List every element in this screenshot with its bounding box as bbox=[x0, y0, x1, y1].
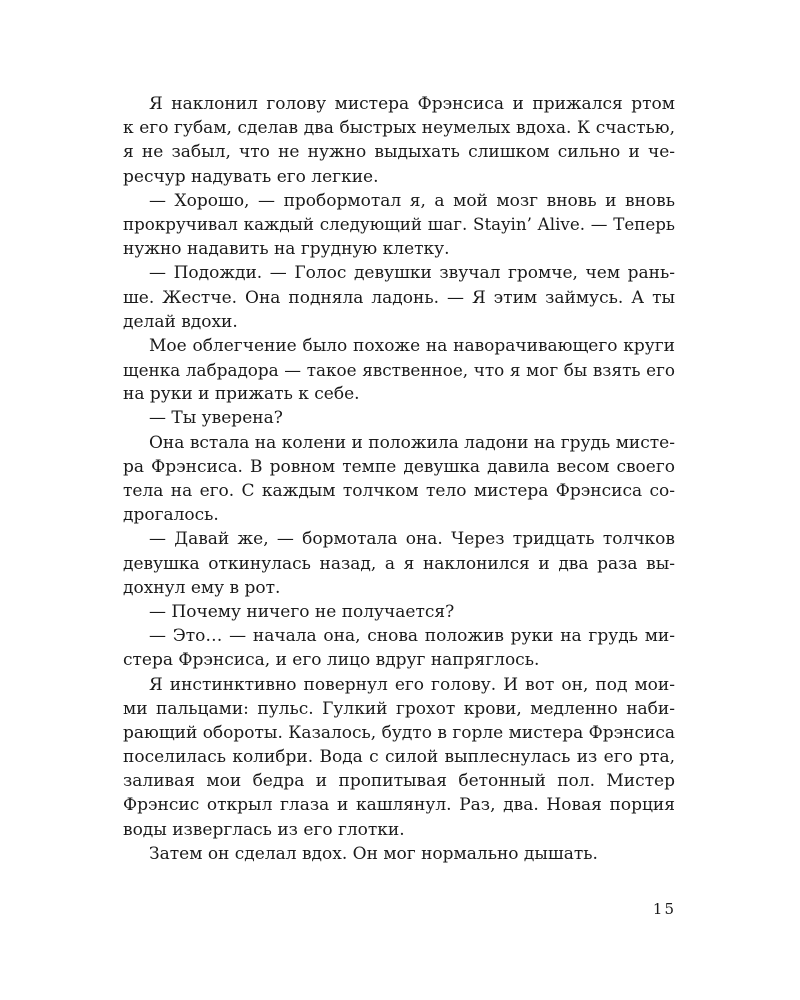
page-number: 15 bbox=[652, 900, 676, 918]
text-line: — Почему ничего не получается? bbox=[149, 601, 455, 622]
text-line: на руки и прижать к себе. bbox=[123, 384, 360, 405]
text-line: заливая мои бедра и пропитывая бетонный пол. Мистер bbox=[123, 771, 675, 792]
text-line: делай вдохи. bbox=[123, 311, 238, 332]
text-line: стера Фрэнсиса, и его лицо вдруг напряглось. bbox=[123, 650, 540, 671]
text-line: ра Фрэнсиса. В ровном темпе девушка давила весом своего bbox=[123, 456, 675, 477]
text-line: — Это… — начала она, снова положив руки на грудь ми- bbox=[149, 626, 675, 647]
text-line: Она встала на колени и положила ладони на грудь мисте- bbox=[149, 432, 675, 453]
text-line: — Ты уверена? bbox=[149, 408, 283, 429]
text-line: ресчур надувать его легкие. bbox=[123, 166, 379, 187]
text-line: к его губам, сделав два быстрых неумелых вдоха. К счастью, bbox=[123, 118, 675, 139]
text-line: дохнул ему в рот. bbox=[123, 577, 281, 598]
text-line: Мое облегчение было похоже на наворачивающего круги bbox=[149, 335, 675, 356]
body-text bbox=[123, 92, 675, 866]
text-line: нужно надавить на грудную клетку. bbox=[123, 239, 450, 260]
text-line: ше. Жестче. Она подняла ладонь. — Я этим займусь. А ты bbox=[123, 287, 675, 308]
text-line: Фрэнсис открыл глаза и кашлянул. Раз, два. Новая порция bbox=[123, 795, 675, 816]
text-line: дрогалось. bbox=[123, 505, 219, 526]
text-line: я не забыл, что не нужно выдыхать слишком сильно и че- bbox=[123, 142, 675, 163]
text-line: рающий обороты. Казалось, будто в горле мистера Фрэнсиса bbox=[123, 722, 675, 743]
text-line: поселилась колибри. Вода с силой выплеснулась из его рта, bbox=[123, 747, 675, 768]
text-line: — Хорошо, — пробормотал я, а мой мозг вновь и вновь bbox=[149, 190, 675, 211]
text-line: Затем он сделал вдох. Он мог нормально дышать. bbox=[149, 843, 598, 864]
text-line: воды изверглась из его глотки. bbox=[123, 819, 405, 840]
text-line: тела на его. С каждым толчком тело мистера Фрэнсиса со- bbox=[123, 481, 675, 501]
text-line: Я наклонил голову мистера Фрэнсиса и прижался ртом bbox=[149, 94, 675, 114]
text-line: — Давай же, — бормотала она. Через тридцать толчков bbox=[149, 529, 675, 550]
text-line: ми пальцами: пульс. Гулкий грохот крови, медленно наби- bbox=[123, 698, 675, 719]
text-line: — Подожди. — Голос девушки звучал громче, чем рань- bbox=[149, 263, 675, 284]
text-line: девушка откинулась назад, а я наклонился и два раза вы- bbox=[123, 553, 675, 574]
text-line: Я инстинктивно повернул его голову. И вот он, под мои- bbox=[149, 674, 675, 695]
text-line: прокручивал каждый следующий шаг. Stayin’ Alive. — Теперь bbox=[123, 214, 675, 234]
text-line: щенка лабрадора — такое явственное, что я мог бы взять его bbox=[123, 360, 675, 381]
